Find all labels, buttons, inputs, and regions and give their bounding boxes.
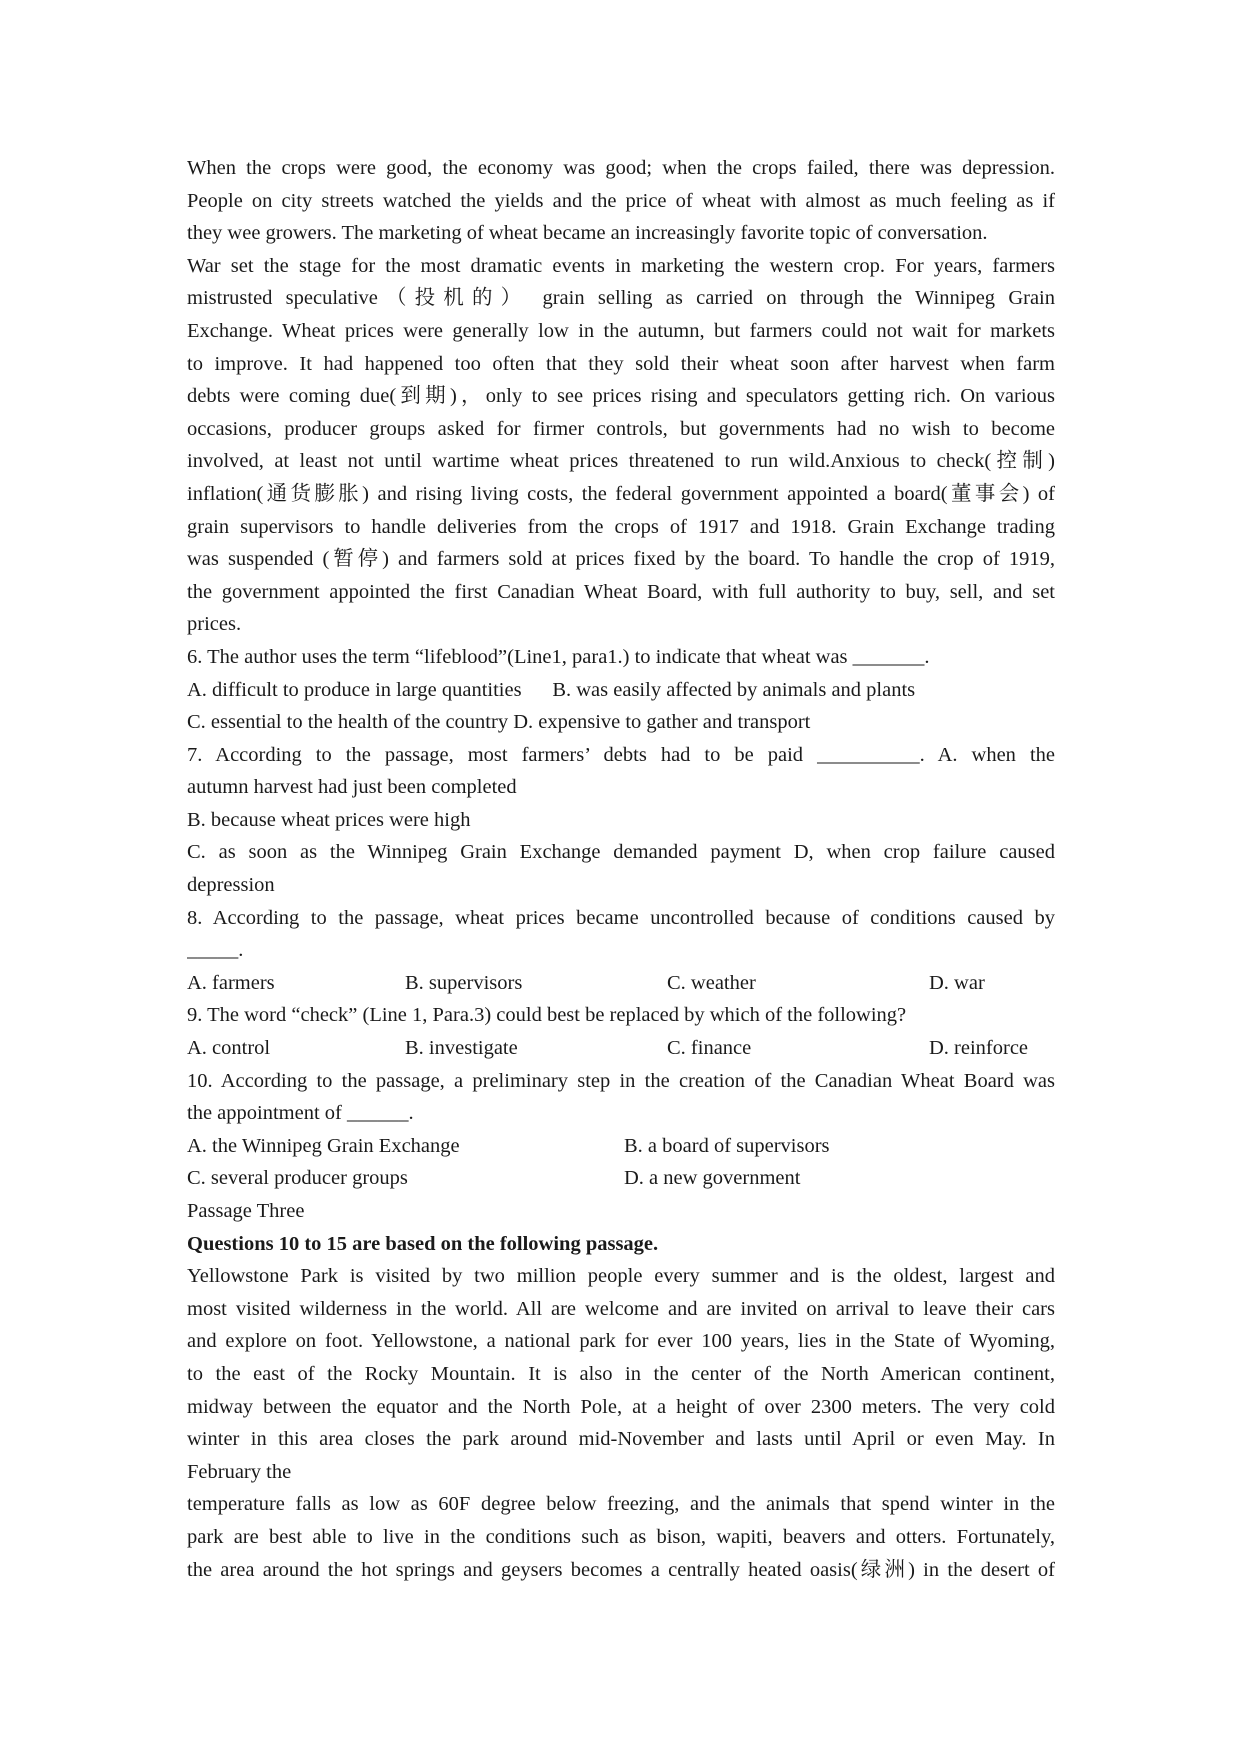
passage-line: occasions, producer groups asked for firmer controls, but governments had no wish to become [187, 417, 1055, 440]
option-b: B. supervisors [405, 971, 523, 994]
option-d: D. war [929, 971, 985, 994]
passage-line: War set the stage for the most dramatic events in marketing the western crop. For years, farmers [187, 254, 1055, 277]
question-option: B. because wheat prices were high [187, 808, 471, 831]
option-b: B. a board of supervisors [624, 1134, 830, 1157]
question-options [187, 1130, 1055, 1163]
passage-line: the government appointed the first Canadian Wheat Board, with full authority to buy, sell, and set [187, 580, 1055, 603]
document-page [187, 152, 1055, 1586]
passage-two-text [187, 152, 1055, 641]
section-instruction: Questions 10 to 15 are based on the following passage. [187, 1232, 659, 1255]
question-options: C. as soon as the Winnipeg Grain Exchange demanded payment D, when crop failure caused [187, 841, 1055, 864]
passage-line: grain supervisors to handle deliveries from the crops of 1917 and 1918. Grain Exchange trading [187, 515, 1055, 538]
question-stem: 10. According to the passage, a preliminary step in the creation of the Canadian Wheat Board was [187, 1069, 1055, 1092]
option-c: C. finance [667, 1037, 752, 1060]
passage-line: midway between the equator and the North Pole, at a height of over 2300 meters. The very cold [187, 1395, 1055, 1418]
passage-line: Yellowstone Park is visited by two million people every summer and is the oldest, largest and [187, 1265, 1055, 1288]
option-d: D. a new government [624, 1167, 801, 1190]
passage-three [187, 1195, 1055, 1586]
question-stem: autumn harvest had just been completed [187, 776, 517, 799]
question-options [187, 967, 1055, 1000]
question-options: C. essential to the health of the country D. expensive to gather and transport [187, 711, 811, 734]
passage-line: debts were coming due(到期)，only to see prices rising and speculators getting rich. On various [187, 385, 1055, 408]
question-stem: 9. The word “check” (Line 1, Para.3) could best be replaced by which of the following? [187, 1004, 907, 1027]
passage-line: was suspended (暂停) and farmers sold at prices fixed by the board. To handle the crop of 1919, [187, 548, 1055, 571]
question-options [187, 1032, 1055, 1065]
option-a: A. farmers [187, 971, 275, 994]
question-6 [187, 641, 1055, 739]
passage-line: temperature falls as low as 60F degree below freezing, and the animals that spend winter in the [187, 1493, 1055, 1516]
passage-line: February the [187, 1460, 292, 1483]
passage-line: People on city streets watched the yields and the price of wheat with almost as much feeling as if [187, 189, 1055, 212]
question-options: A. difficult to produce in large quantities B. was easily affected by animals and plants [187, 678, 916, 701]
question-stem: 8. According to the passage, wheat prices became uncontrolled because of conditions caused by [187, 906, 1055, 929]
option-c: C. several producer groups [187, 1167, 408, 1190]
question-options [187, 1162, 1055, 1195]
question-options: depression [187, 874, 275, 897]
question-7 [187, 739, 1055, 902]
section-title: Passage Three [187, 1200, 305, 1222]
question-9 [187, 999, 1055, 1064]
passage-line: to improve. It had happened too often that they sold their wheat soon after harvest when farm [187, 352, 1055, 375]
question-stem: 7. According to the passage, most farmers’ debts had to be paid __________. A. when the [187, 743, 1055, 766]
passage-line: mistrusted speculative（投机的） grain selling as carried on through the Winnipeg Grain [187, 287, 1055, 310]
question-stem: 6. The author uses the term “lifeblood”(Line1, para1.) to indicate that wheat was _______. [187, 645, 930, 668]
passage-line: involved, at least not until wartime wheat prices threatened to run wild.Anxious to check(控制) [187, 450, 1055, 473]
question-stem: the appointment of ______. [187, 1102, 414, 1125]
passage-line: inflation(通货膨胀) and rising living costs, the federal government appointed a board(董事会) of [187, 482, 1055, 505]
passage-line: park are best able to live in the conditions such as bison, wapiti, beavers and otters. Fortunately, [187, 1525, 1055, 1548]
passage-line: prices. [187, 613, 242, 636]
option-b: B. investigate [405, 1037, 518, 1060]
passage-line: winter in this area closes the park around mid-November and lasts until April or even May. In [187, 1428, 1055, 1451]
passage-line: to the east of the Rocky Mountain. It is also in the center of the North American continent, [187, 1362, 1055, 1385]
passage-line: they wee growers. The marketing of wheat became an increasingly favorite topic of conversation. [187, 222, 988, 245]
passage-line: Exchange. Wheat prices were generally low in the autumn, but farmers could not wait for markets [187, 319, 1055, 342]
question-8 [187, 902, 1055, 1000]
question-stem: _____. [187, 939, 244, 962]
option-a: A. the Winnipeg Grain Exchange [187, 1134, 460, 1157]
passage-line: When the crops were good, the economy was good; when the crops failed, there was depression. [187, 157, 1055, 179]
option-c: C. weather [667, 971, 756, 994]
passage-line: most visited wilderness in the world. All are welcome and are invited on arrival to leave their cars [187, 1297, 1055, 1320]
question-10 [187, 1065, 1055, 1195]
passage-line: the area around the hot springs and geysers becomes a centrally heated oasis(绿洲) in the desert of [187, 1558, 1055, 1581]
option-d: D. reinforce [929, 1037, 1029, 1060]
passage-line: and explore on foot. Yellowstone, a national park for ever 100 years, lies in the State of Wyoming, [187, 1330, 1055, 1353]
option-a: A. control [187, 1037, 271, 1060]
